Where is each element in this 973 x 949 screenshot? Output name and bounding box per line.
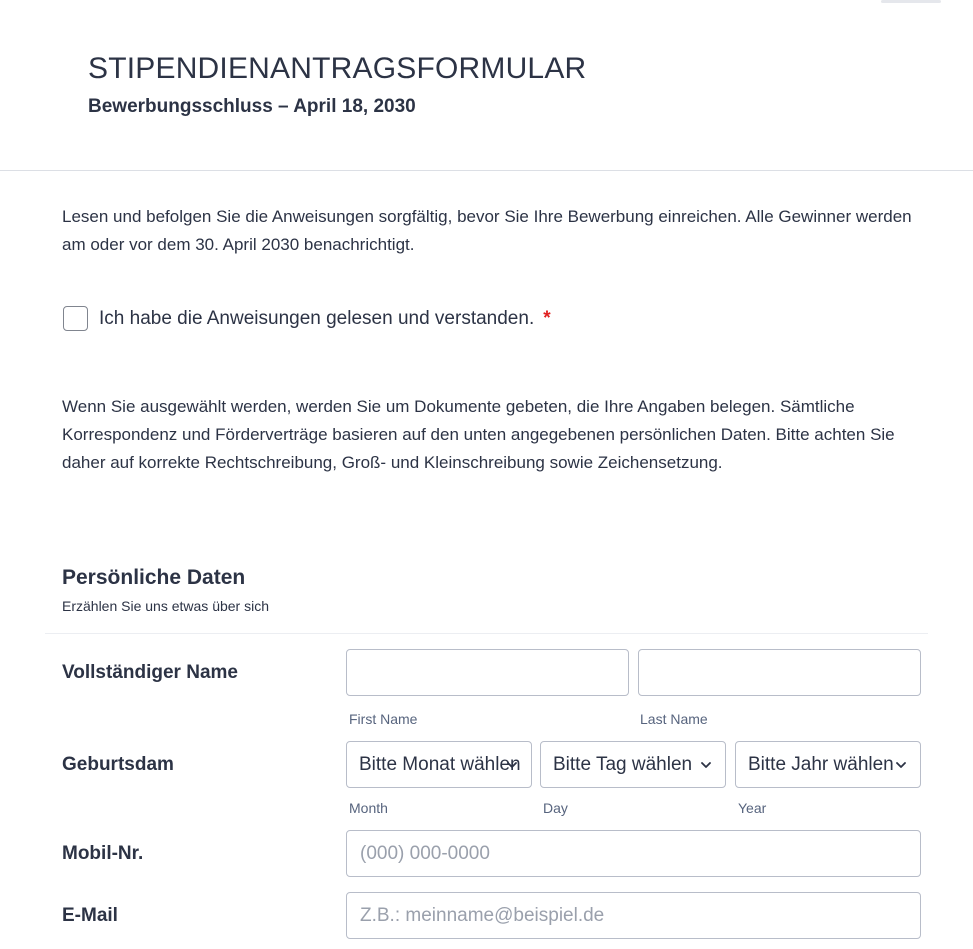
intro-text: Lesen und befolgen Sie die Anweisungen sorgfältig, bevor Sie Ihre Bewerbung einreichen. Alle Gewinner werden am oder vor dem 30. April 2030 benachrichtigt. <box>62 207 912 254</box>
full-name-label: Vollständiger Name <box>62 662 238 683</box>
day-select[interactable] <box>540 741 726 788</box>
year-sublabel: Year <box>738 800 767 816</box>
first-name-sublabel: First Name <box>349 711 418 727</box>
mobile-placeholder: (000) 000-0000 <box>360 843 490 864</box>
chevron-down-icon <box>700 759 712 771</box>
section-title: Persönliche Daten <box>62 566 246 589</box>
corner-decoration <box>881 0 941 3</box>
last-name-sublabel: Last Name <box>640 711 708 727</box>
month-select[interactable] <box>346 741 532 788</box>
acknowledge-row[interactable] <box>63 306 551 331</box>
birthdate-label: Geburtsdam <box>62 754 174 775</box>
mobile-input[interactable] <box>346 830 921 877</box>
last-name-input[interactable] <box>638 649 921 696</box>
first-name-input[interactable] <box>346 649 629 696</box>
chevron-down-icon <box>506 759 518 771</box>
form-header <box>0 0 973 171</box>
section-subtitle: Erzählen Sie uns etwas über sich <box>62 598 269 614</box>
notice-text: Wenn Sie ausgewählt werden, werden Sie um Dokumente gebeten, die Ihre Angaben belegen. Sämtliche Korrespondenz und Förderverträge basieren auf den unten angegebenen persönlichen Daten. Bitte achten Sie daher auf korrekte Rechtschreibung, Groß- und Kleinschreibung sowie Zeichensetzung. <box>62 397 895 472</box>
acknowledge-label[interactable]: Ich habe die Anweisungen gelesen und verstanden. <box>99 307 535 329</box>
month-select-value: Bitte Monat wählen <box>359 754 521 775</box>
day-sublabel: Day <box>543 800 568 816</box>
year-select[interactable] <box>735 741 921 788</box>
month-sublabel: Month <box>349 800 388 816</box>
form-title: STIPENDIENANTRAGSFORMULAR <box>88 52 587 85</box>
form-subtitle: Bewerbungsschluss – April 18, 2030 <box>88 96 416 117</box>
chevron-down-icon <box>895 759 907 771</box>
year-select-value: Bitte Jahr wählen <box>748 754 894 775</box>
acknowledge-checkbox[interactable] <box>63 306 88 331</box>
mobile-label: Mobil-Nr. <box>62 843 144 864</box>
day-select-value: Bitte Tag wählen <box>553 754 693 775</box>
email-input[interactable] <box>346 892 921 939</box>
section-divider <box>45 633 928 634</box>
email-placeholder: Z.B.: meinname@beispiel.de <box>360 905 605 926</box>
required-mark: * <box>543 307 551 329</box>
email-label: E-Mail <box>62 905 118 926</box>
